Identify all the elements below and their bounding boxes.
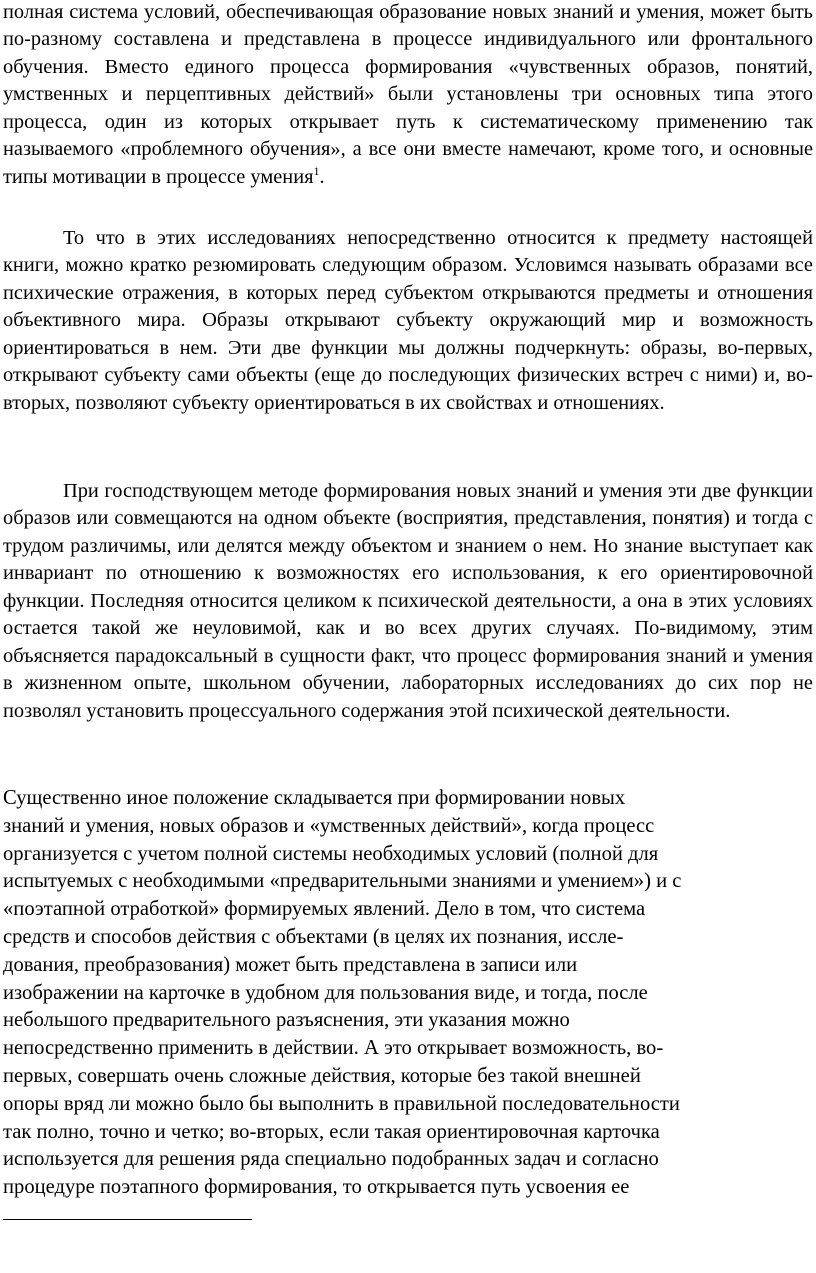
text-line: «поэтапной отработкой» формируемых явлений. Дело в том, что система — [3, 898, 646, 921]
text-line: изображении на карточке в удобном для пользования виде, и тогда, после — [3, 981, 648, 1004]
text-line: процедуре поэтапного формирования, то открывается путь усвоения ее — [3, 1176, 630, 1199]
footnote-separator — [3, 1219, 252, 1220]
text-line: дования, преобразования) может быть представлена в записи или — [3, 953, 578, 976]
paragraph-text: То что в этих исследованиях непосредственно относится к предмету настоящей книги, можно кратко резюмировать следующим образом. Условимся называть образами все психические отражения, в которых перед субъектом открываются предметы и отношения объективного мира. Образы открывают субъекту окружающий мир и возможность ориентироваться в нем. Эти две функции мы должны подчеркнуть: образы, во-первых, открывают субъекту сами объекты (еще до последующих физических встреч с ними) и, во-вторых, позволяют субъекту ориентироваться в их свойствах и отношениях. — [3, 227, 813, 414]
text-line: непосредственно применить в действии. А это открывает возможность, во- — [3, 1037, 664, 1060]
text-line: так полно, точно и четко; во-вторых, если такая ориентировочная карточка — [3, 1120, 660, 1143]
paragraph-text: При господствующем методе формирования новых знаний и умения эти две функции образов или совмещаются на одном объекте (восприятия, представления, понятия) и тогда с трудом различимы, или делятся между объектом и знанием о нем. Но знание выступает как инвариант по отношению к возможностях его использования, к его ориентировочной функции. Последняя относится целиком к психической деятельности, а она в этих условиях остается такой же неуловимой, как и во всех других случаях. По-видимому, этим объясняется парадоксальный в сущности факт, что процесс формирования знаний и умения в жизненном опыте, школьном обучении, лабораторных исследованиях до сих пор не позволял установить процессуального содержания этой психической деятельности. — [3, 480, 813, 722]
footnote-reference[interactable]: 1 — [313, 163, 320, 178]
text-line: средств и способов действия с объектами (в целях их познания, иссле- — [3, 925, 624, 948]
text-line: первых, совершать очень сложные действия, которые без такой внешней — [3, 1064, 641, 1087]
text-line: небольшого предварительного разъяснения, эти указания можно — [3, 1009, 570, 1032]
text-line: используется для решения ряда специально подобранных задач и согласно — [3, 1148, 659, 1171]
text-line: знаний и умения, новых образов и «умственных действий», когда процесс — [3, 814, 655, 837]
paragraph-continuation — [3, 0, 813, 191]
text-line: организуется с учетом полной системы необходимых условий (полной для — [3, 842, 659, 865]
paragraph-end-punctuation: . — [319, 165, 325, 188]
text-line: опоры вряд ли можно было бы выполнить в правильной последовательности — [3, 1092, 680, 1115]
paragraph-dominant-method — [3, 478, 813, 725]
paragraph-summary — [3, 225, 813, 417]
text-line: Существенно иное положение складывается при формировании новых — [3, 787, 626, 809]
paragraph-ragged — [3, 785, 815, 1202]
text-line: испытуемых с необходимыми «предварительными знаниями и умением») и с — [3, 870, 682, 893]
paragraph-text: полная система условий, обеспечивающая образование новых знаний и умения, может быть по-разному составлена и представлена в процессе индивидуального или фронтального обучения. Вместо единого процесса формирования «чувственных образов, понятий, умственных и перцептивных действий» были установлены три основных типа этого процесса, один из которых открывает путь к систематическому применению так называемого «проблемного обучения», а все они вместе намечают, кроме того, и основные типы мотивации в процессе умения — [3, 1, 813, 188]
